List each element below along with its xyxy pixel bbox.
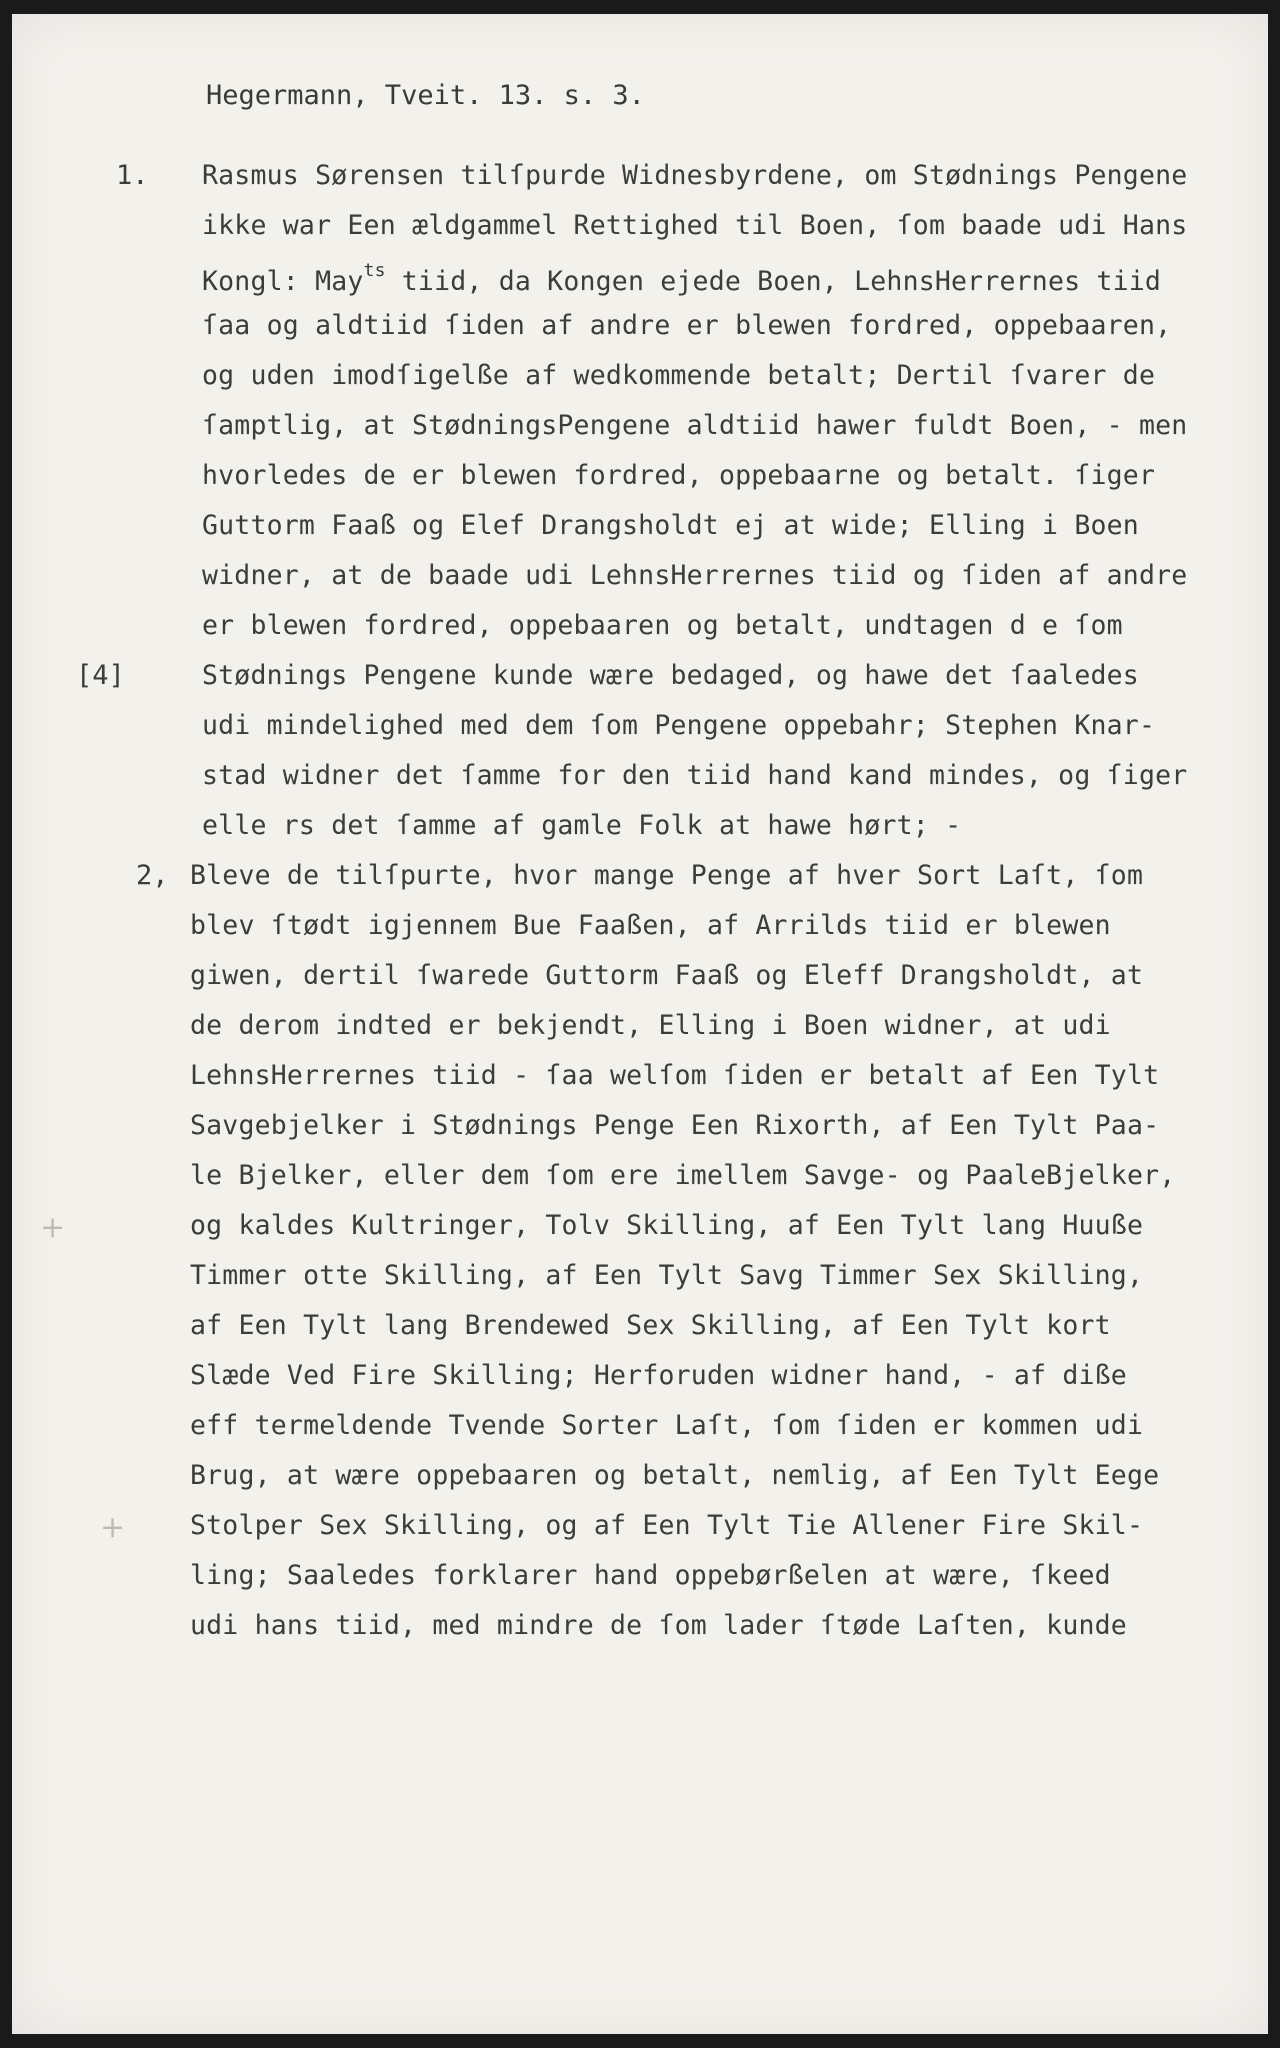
text-line: Bleve de tilſpurte, hvor mange Penge af hver Sort Laſt, ſom <box>190 860 1144 891</box>
paragraph-1-number: 1. <box>116 160 149 191</box>
text-line: Rasmus Sørensen tilſpurde Widnesbyrdene, om Stødnings Pengene <box>202 160 1188 191</box>
text-line <box>202 260 1161 297</box>
text-line: Stødnings Pengene kunde wære bedaged, og hawe det ſaaledes <box>202 660 1139 691</box>
pencil-mark: + <box>40 1210 66 1245</box>
text-line: hvorledes de er blewen fordred, oppebaarne og betalt. ſiger <box>202 460 1156 491</box>
text-line: Guttorm Faaß og Elef Drangsholdt ej at wide; Elling i Boen <box>202 510 1139 541</box>
text-segment: tiid <box>1096 266 1162 297</box>
text-line: ſaa og aldtiid ſiden af andre er blewen fordred, oppebaaren, <box>202 310 1172 341</box>
page-header: Hegermann, Tveit. 13. s. 3. <box>206 80 645 111</box>
text-line: af Een Tylt lang Brendewed Sex Skilling, af Een Tylt kort <box>190 1310 1111 1341</box>
text-line: de derom indted er bekjendt, Elling i Boen widner, at udi <box>190 1010 1111 1041</box>
text-line: stad widner det ſamme for den tiid hand kand mindes, og ſiger <box>202 760 1188 791</box>
paragraph-2-number: 2, <box>136 860 169 891</box>
text-line: Slæde Ved Fire Skilling; Herforuden widner hand, - af diße <box>190 1360 1127 1391</box>
text-line: og uden imodſigelße af wedkommende betalt; Dertil ſvarer de <box>202 360 1156 391</box>
text-line: Timmer otte Skilling, af Een Tylt Savg Timmer Sex Skilling, <box>190 1260 1144 1291</box>
text-segment: tiid, da Kongen ejede Boen, LehnsHerrernes <box>401 266 1081 297</box>
margin-note: [4] <box>76 660 125 691</box>
text-segment: Kongl: May <box>202 266 364 297</box>
text-line: er blewen fordred, oppebaaren og betalt, undtagen d e ſom <box>202 610 1123 641</box>
text-line: blev ſtødt igjennem Bue Faaßen, af Arrilds tiid er blewen <box>190 910 1111 941</box>
text-line: udi hans tiid, med mindre de ſom lader ſtøde Laſten, kunde <box>190 1610 1127 1641</box>
text-line: udi mindelighed med dem ſom Pengene oppebahr; Stephen Knar- <box>202 710 1156 741</box>
text-line: ikke war Een ældgammel Rettighed til Boen, ſom baade udi Hans <box>202 210 1188 241</box>
document-page <box>12 14 1268 2034</box>
text-line: elle rs det ſamme af gamle Folk at hawe hørt; - <box>202 810 962 841</box>
text-line: Brug, at wære oppebaaren og betalt, nemlig, af Een Tylt Eege <box>190 1460 1160 1491</box>
text-line: Stolper Sex Skilling, og af Een Tylt Tie Allener Fire Skil- <box>190 1510 1144 1541</box>
text-line: Savgebjelker i Stødnings Penge Een Rixorth, af Een Tylt Paa- <box>190 1110 1160 1141</box>
text-line: og kaldes Kultringer, Tolv Skilling, af Een Tylt lang Huuße <box>190 1210 1144 1241</box>
text-line: giwen, dertil ſwarede Guttorm Faaß og Eleff Drangsholdt, at <box>190 960 1144 991</box>
text-line: ſamptlig, at StødningsPengene aldtiid hawer fuldt Boen, - men <box>202 410 1188 441</box>
text-line: ling; Saaledes forklarer hand oppebørßelen at wære, ſkeed <box>190 1560 1111 1591</box>
text-line: LehnsHerrernes tiid - ſaa welſom ſiden er betalt af Een Tylt <box>190 1060 1160 1091</box>
text-line: widner, at de baade udi LehnsHerrernes tiid og ſiden af andre <box>202 560 1188 591</box>
superscript: ts <box>363 260 386 281</box>
pencil-mark: + <box>100 1510 126 1545</box>
text-line: le Bjelker, eller dem ſom ere imellem Savge- og PaaleBjelker, <box>190 1160 1176 1191</box>
text-line: eff termeldende Tvende Sorter Laſt, ſom ſiden er kommen udi <box>190 1410 1144 1441</box>
